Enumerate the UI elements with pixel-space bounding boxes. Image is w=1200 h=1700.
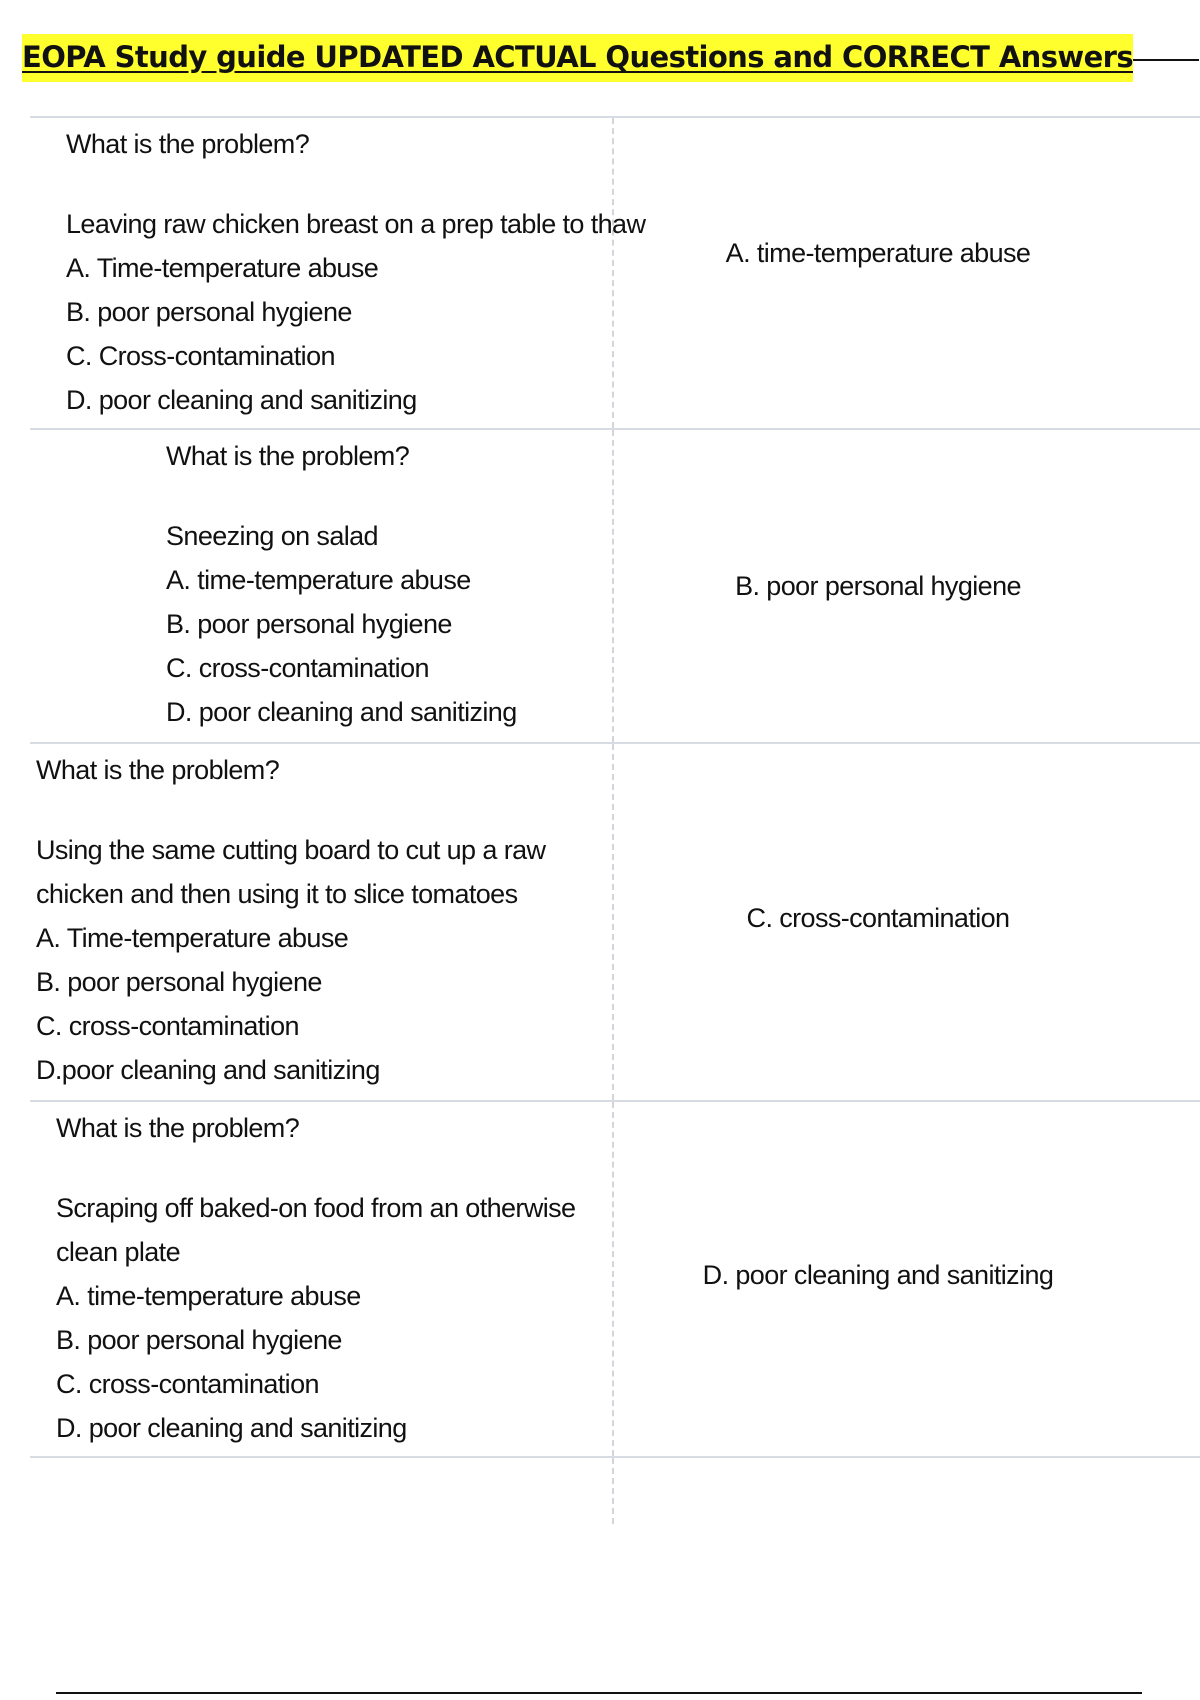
option-c: C. Cross-contamination: [66, 341, 335, 371]
option-d: D. poor cleaning and sanitizing: [66, 385, 417, 415]
question-scenario: Scraping off baked-on food from an otherwise clean plate: [56, 1193, 576, 1267]
question-prompt: What is the problem?: [56, 1113, 300, 1143]
qa-table: [30, 116, 1200, 1524]
option-a: A. time-temperature abuse: [166, 565, 471, 595]
option-a: A. time-temperature abuse: [56, 1281, 361, 1311]
title-block: [22, 34, 1199, 82]
option-b: B. poor personal hygiene: [166, 609, 452, 639]
empty-question-cell: [30, 1458, 614, 1524]
question-cell: [30, 744, 614, 1100]
question-gap: [66, 166, 612, 202]
option-d: D. poor cleaning and sanitizing: [166, 697, 517, 727]
empty-row: [30, 1458, 1200, 1524]
answer-cell: [614, 118, 1200, 428]
question-prompt: What is the problem?: [36, 755, 280, 785]
question-prompt: What is the problem?: [166, 441, 410, 471]
qa-row: [30, 116, 1200, 428]
question-prompt: What is the problem?: [66, 129, 310, 159]
title-trailing-rule: [1133, 59, 1199, 61]
answer-text: C. cross-contamination: [746, 902, 1010, 933]
footer-rule: [56, 1692, 1142, 1694]
document-title: EOPA Study guide UPDATED ACTUAL Questions and CORRECT Answers: [22, 34, 1133, 82]
option-b: B. poor personal hygiene: [56, 1325, 342, 1355]
question-scenario: Using the same cutting board to cut up a raw chicken and then using it to slice tomatoes: [36, 835, 546, 909]
answer-text: D. poor cleaning and sanitizing: [702, 1259, 1054, 1290]
answer-cell: [614, 1102, 1200, 1456]
question-cell: [30, 430, 614, 742]
option-b: B. poor personal hygiene: [36, 967, 322, 997]
option-d: D.poor cleaning and sanitizing: [36, 1055, 380, 1085]
answer-text: B. poor personal hygiene: [735, 570, 1021, 601]
qa-row: [30, 742, 1200, 1100]
question-gap: [36, 792, 606, 828]
option-c: C. cross-contamination: [166, 653, 429, 683]
option-c: C. cross-contamination: [56, 1369, 319, 1399]
question-gap: [56, 1150, 582, 1186]
option-c: C. cross-contamination: [36, 1011, 299, 1041]
question-cell: [30, 118, 646, 428]
answer-text: A. time-temperature abuse: [725, 237, 1031, 268]
answer-cell: [614, 744, 1200, 1100]
qa-row: [30, 428, 1200, 742]
qa-row: [30, 1100, 1200, 1458]
option-b: B. poor personal hygiene: [66, 297, 352, 327]
option-a: A. Time-temperature abuse: [66, 253, 379, 283]
option-d: D. poor cleaning and sanitizing: [56, 1413, 407, 1443]
option-a: A. Time-temperature abuse: [36, 923, 349, 953]
answer-cell: [614, 430, 1200, 742]
question-scenario: Leaving raw chicken breast on a prep table to thaw: [66, 209, 646, 239]
question-scenario: Sneezing on salad: [166, 521, 378, 551]
question-gap: [166, 478, 612, 514]
question-cell: [30, 1102, 614, 1456]
